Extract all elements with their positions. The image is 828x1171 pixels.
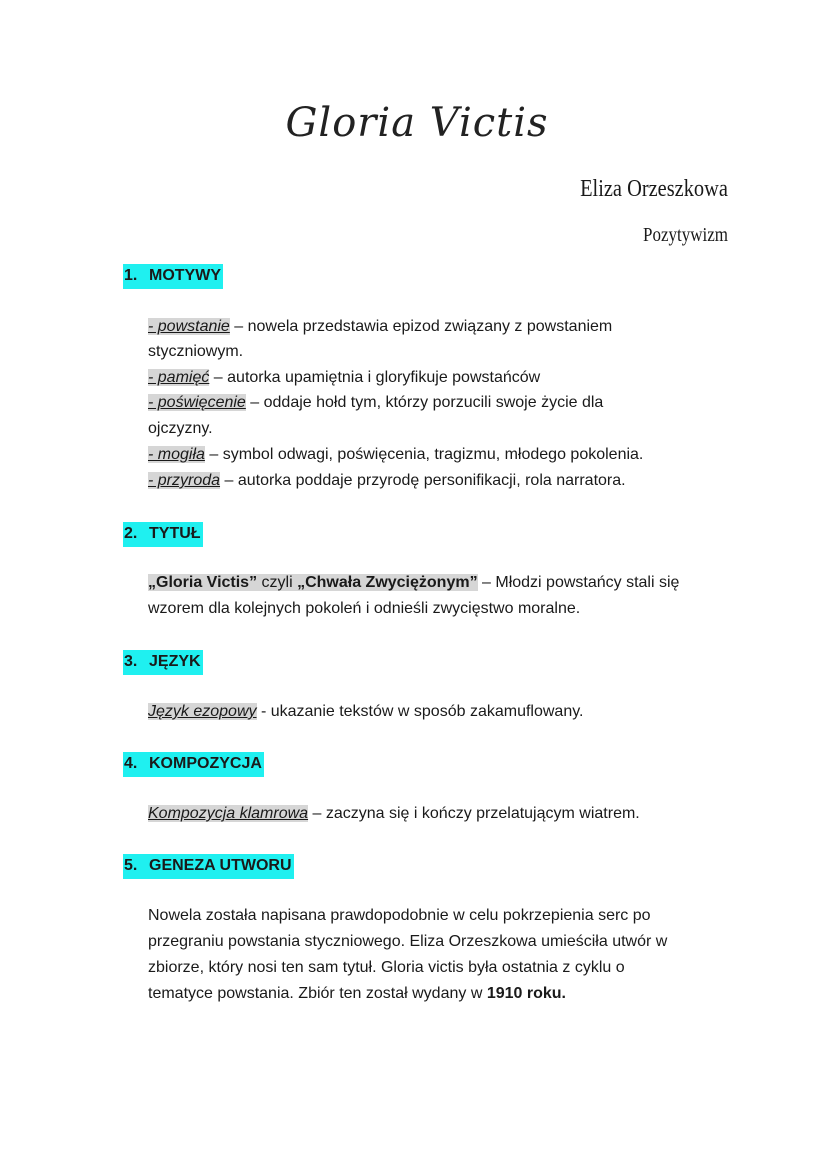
motif-item-cont: ojczyzny. [148, 420, 213, 437]
motif-item [148, 471, 626, 491]
motif-term: - poświęcenie [148, 394, 246, 411]
section-heading-geneza [123, 854, 294, 879]
composition-text: – zaczyna się i kończy przelatującym wiatrem. [308, 805, 640, 822]
motif-item-cont: styczniowym. [148, 343, 244, 360]
motif-item [148, 368, 540, 388]
motif-term: - powstanie [148, 318, 230, 335]
section-heading-jezyk [123, 650, 203, 675]
language-item [148, 702, 583, 722]
connector: czyli [257, 574, 298, 591]
section-title: TYTUŁ [149, 525, 201, 542]
genesis-text: tematyce powstania. Zbiór ten został wydany w [148, 985, 487, 1002]
genesis-line: Nowela została napisana prawdopodobnie w celu pokrzepienia serc po [148, 907, 651, 924]
author-name: Eliza Orzeszkowa [580, 176, 728, 202]
motif-text: – symbol odwagi, poświęcenia, tragizmu, młodego pokolenia. [204, 446, 644, 463]
literary-epoch: Pozytywizm [643, 224, 728, 246]
section-title: JĘZYK [149, 653, 201, 670]
composition-term: Kompozycja klamrowa [148, 805, 309, 822]
title-phrase [148, 574, 478, 591]
section-title: MOTYWY [149, 267, 221, 284]
motif-item [148, 317, 612, 337]
document-title: Gloria Victis [285, 100, 549, 146]
motif-item [148, 393, 603, 413]
genesis-line [148, 984, 566, 1004]
composition-item [148, 804, 640, 824]
language-term: Język ezopowy [148, 703, 257, 720]
polish-title: „Chwała Zwyciężonym” [297, 574, 478, 591]
section-number: 3. [124, 653, 138, 670]
motif-text: – autorka upamiętnia i gloryfikuje powstańców [209, 369, 541, 386]
section-number: 5. [124, 857, 138, 874]
title-explanation [148, 573, 679, 593]
section-number: 4. [124, 755, 138, 772]
section-title: KOMPOZYCJA [149, 755, 262, 772]
motif-term: - mogiła [148, 446, 205, 463]
language-text: - ukazanie tekstów w sposób zakamuflowany. [256, 703, 584, 720]
motif-term: - pamięć [148, 369, 210, 386]
genesis-line: zbiorze, który nosi ten sam tytuł. Gloria victis była ostatnia z cyklu o [148, 959, 625, 976]
section-number: 1. [124, 267, 138, 284]
genesis-line: przegraniu powstania styczniowego. Eliza Orzeszkowa umieściła utwór w [148, 933, 668, 950]
section-title: GENEZA UTWORU [149, 857, 292, 874]
motif-term: - przyroda [148, 472, 221, 489]
motif-text: – autorka poddaje przyrodę personifikacji, rola narratora. [220, 472, 626, 489]
section-number: 2. [124, 525, 138, 542]
section-heading-tytul [123, 522, 203, 547]
explanation-text: – Młodzi powstańcy stali się [477, 574, 680, 591]
motif-text: – nowela przedstawia epizod związany z powstaniem [229, 318, 613, 335]
title-explanation-cont: wzorem dla kolejnych pokoleń i odnieśli zwycięstwo moralne. [148, 600, 581, 617]
motif-text: – oddaje hołd tym, którzy porzucili swoje życie dla [245, 394, 604, 411]
publication-year: 1910 roku. [486, 985, 566, 1002]
section-heading-motywy [123, 264, 223, 289]
section-heading-kompozycja [123, 752, 264, 777]
latin-title: „Gloria Victis” [148, 574, 258, 591]
motif-item [148, 445, 643, 465]
